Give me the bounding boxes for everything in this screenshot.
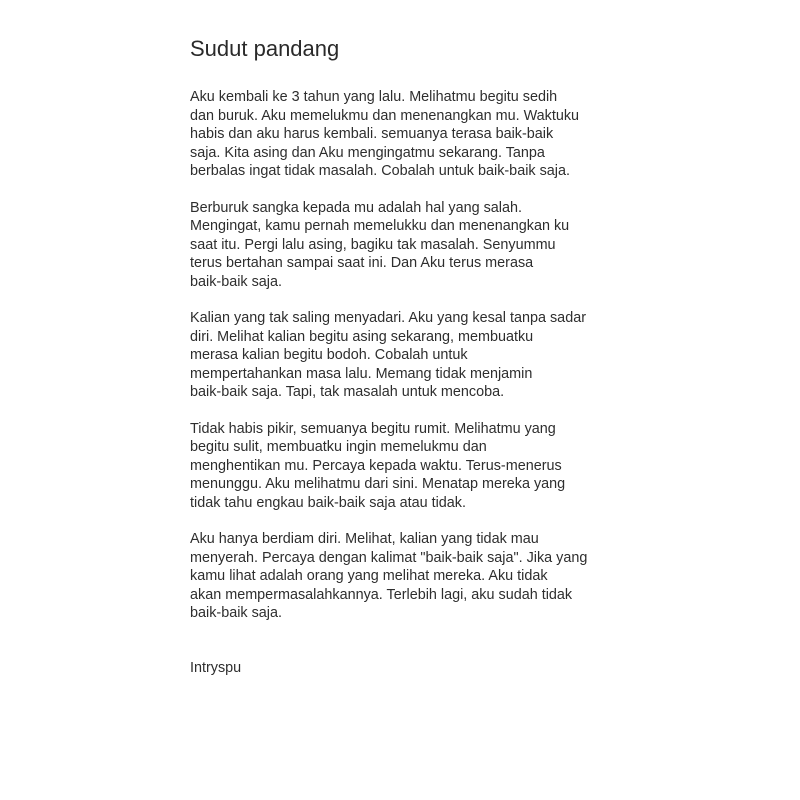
text-line: tidak tahu engkau baik-baik saja atau tidak.	[190, 494, 467, 511]
text-line: akan mempermasalahkannya. Terlebih lagi, aku sudah tidak	[190, 586, 573, 603]
text-line: Mengingat, kamu pernah memelukku dan menenangkan ku	[190, 218, 570, 234]
document-title: Sudut pandang	[190, 36, 340, 61]
text-line: diri. Melihat kalian begitu asing sekarang, membuatku	[190, 328, 534, 345]
text-line: Kalian yang tak saling menyadari. Aku yang kesal tanpa sadar	[190, 310, 586, 326]
text-line: menghentikan mu. Percaya kepada waktu. Terus-menerus	[190, 457, 562, 474]
paragraph-4	[190, 420, 630, 513]
text-line: habis dan aku harus kembali. semuanya terasa baik-baik	[190, 126, 554, 142]
text-line: menyerah. Percaya dengan kalimat "baik-baik saja". Jika yang	[190, 549, 588, 566]
text-line: kamu lihat adalah orang yang melihat mereka. Aku tidak	[190, 568, 548, 584]
text-line: begitu sulit, membuatku ingin memelukmu dan	[190, 439, 487, 455]
text-line: baik-baik saja.	[190, 273, 282, 290]
text-line: Aku hanya berdiam diri. Melihat, kalian yang tidak mau	[190, 531, 539, 547]
paragraph-2	[190, 199, 630, 292]
text-line: baik-baik saja. Tapi, tak masalah untuk mencoba.	[190, 384, 505, 400]
text-line: saja. Kita asing dan Aku mengingatmu sekarang. Tanpa	[190, 144, 545, 161]
text-line: menunggu. Aku melihatmu dari sini. Menatap mereka yang	[190, 476, 566, 492]
text-line: baik-baik saja.	[190, 605, 282, 621]
text-line: merasa kalian begitu bodoh. Cobalah untuk	[190, 347, 468, 363]
author-signature: Intryspu	[190, 659, 242, 676]
text-line: Tidak habis pikir, semuanya begitu rumit. Melihatmu yang	[190, 420, 556, 437]
text-line: berbalas ingat tidak masalah. Cobalah untuk baik-baik saja.	[190, 163, 570, 179]
text-line: Berburuk sangka kepada mu adalah hal yang salah.	[190, 199, 523, 216]
text-line: Aku kembali ke 3 tahun yang lalu. Melihatmu begitu sedih	[190, 89, 558, 105]
document-page	[190, 36, 630, 677]
text-line: terus bertahan sampai saat ini. Dan Aku terus merasa	[190, 255, 534, 271]
text-line: saat itu. Pergi lalu asing, bagiku tak masalah. Senyummu	[190, 236, 556, 253]
paragraph-5	[190, 530, 630, 623]
paragraph-1	[190, 88, 630, 181]
text-line: mempertahankan masa lalu. Memang tidak menjamin	[190, 365, 533, 382]
text-line: dan buruk. Aku memelukmu dan menenangkan mu. Waktuku	[190, 107, 580, 124]
paragraph-3	[190, 309, 630, 402]
